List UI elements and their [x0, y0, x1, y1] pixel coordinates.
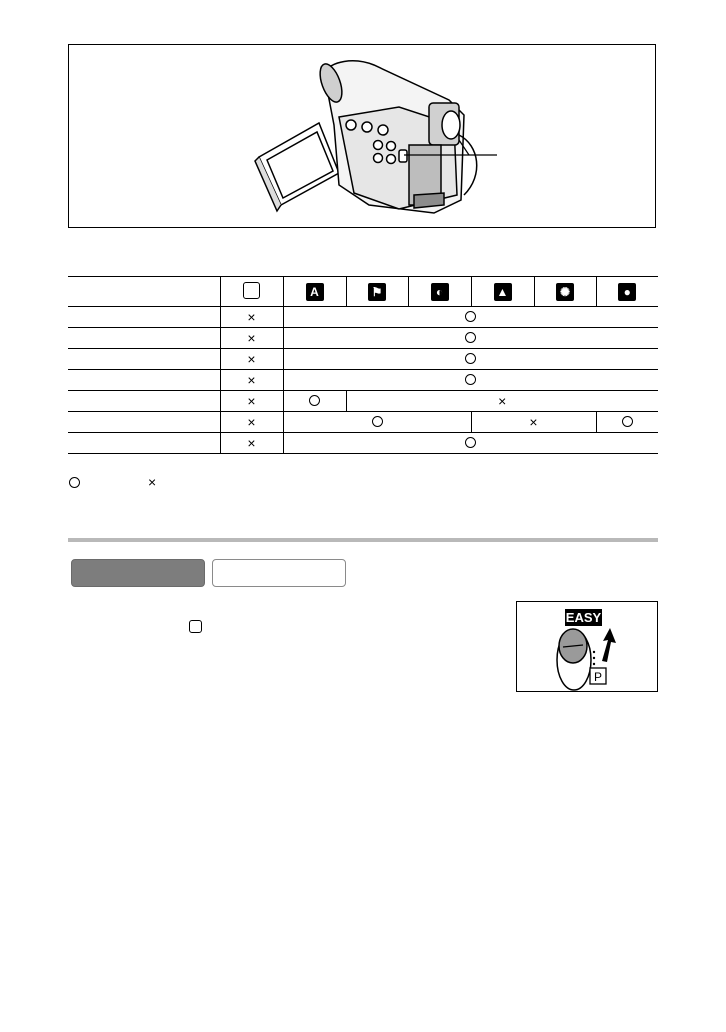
header-surf-snow-mode [534, 277, 596, 307]
table-cell-cross [220, 391, 283, 412]
table-cell-circle [283, 370, 658, 391]
easy-label: EASY [565, 610, 602, 625]
table-row [68, 433, 658, 454]
cross-mark: × [247, 351, 256, 367]
circle-mark [372, 416, 383, 427]
table-cell-cross [220, 370, 283, 391]
table-row [68, 412, 658, 433]
table-cell-circle [596, 412, 658, 433]
header-spotlight-mode [471, 277, 534, 307]
cross-mark: × [247, 330, 256, 346]
easy-mode-inline-icon [189, 620, 202, 633]
tab-active[interactable] [71, 559, 205, 587]
row-label-cell [68, 412, 220, 433]
sports-mode-icon: ⚑ [368, 283, 386, 301]
header-blank-cell [68, 277, 220, 307]
circle-mark [465, 311, 476, 322]
header-low-light-mode [596, 277, 658, 307]
row-label-cell [68, 349, 220, 370]
table-cell-cross [220, 412, 283, 433]
table-row [68, 307, 658, 328]
row-label-cell [68, 433, 220, 454]
table-cell-cross [471, 412, 596, 433]
table-cell-cross [220, 349, 283, 370]
legend-circle-mark [69, 477, 80, 488]
row-label-cell [68, 328, 220, 349]
cross-mark: × [247, 414, 256, 430]
table-cell-circle [283, 433, 658, 454]
portrait-mode-icon: ◐ [431, 283, 449, 301]
easy-mode-icon [243, 282, 260, 299]
circle-mark [465, 332, 476, 343]
camcorder-body [316, 61, 477, 213]
table-cell-circle [283, 412, 471, 433]
table-cell-cross [220, 328, 283, 349]
table-cell-cross [220, 433, 283, 454]
surf-snow-mode-icon: ✺ [556, 283, 574, 301]
table-cell-circle [283, 328, 658, 349]
table-cell-cross [220, 307, 283, 328]
table-row [68, 349, 658, 370]
row-label-cell [68, 370, 220, 391]
cross-mark: × [247, 372, 256, 388]
tab-inactive[interactable] [212, 559, 346, 587]
cross-mark: × [529, 414, 538, 430]
easy-switch-illustration [517, 602, 659, 693]
row-label-cell [68, 391, 220, 412]
header-auto-mode [283, 277, 346, 307]
camcorder-illustration [69, 45, 657, 229]
low-light-mode-icon: ● [618, 283, 636, 301]
section-divider [68, 538, 658, 542]
header-portrait-mode [408, 277, 471, 307]
arrow-up-icon [602, 628, 616, 662]
cross-mark: × [247, 393, 256, 409]
legend-cross-mark: × [148, 474, 157, 490]
circle-mark [465, 437, 476, 448]
camcorder-illustration-box [68, 44, 656, 228]
row-label-cell [68, 307, 220, 328]
table-cell-circle [283, 307, 658, 328]
easy-switch-illustration-box [516, 601, 658, 692]
circle-mark [309, 395, 320, 406]
circle-mark [465, 353, 476, 364]
table-header-row [68, 277, 658, 307]
header-easy-mode [220, 277, 283, 307]
table-row [68, 328, 658, 349]
cross-mark: × [247, 309, 256, 325]
table-cell-cross [346, 391, 658, 412]
mode-compatibility-table [68, 276, 658, 454]
table-row [68, 391, 658, 412]
table-cell-circle [283, 349, 658, 370]
cross-mark: × [498, 393, 507, 409]
spotlight-mode-icon: ▲ [494, 283, 512, 301]
cross-mark: × [247, 435, 256, 451]
auto-mode-icon: A [306, 283, 324, 301]
p-label: P [593, 670, 603, 684]
lcd-panel [255, 123, 339, 211]
table-row [68, 370, 658, 391]
table-cell-circle [283, 391, 346, 412]
circle-mark [465, 374, 476, 385]
header-sports-mode [346, 277, 408, 307]
circle-mark [622, 416, 633, 427]
